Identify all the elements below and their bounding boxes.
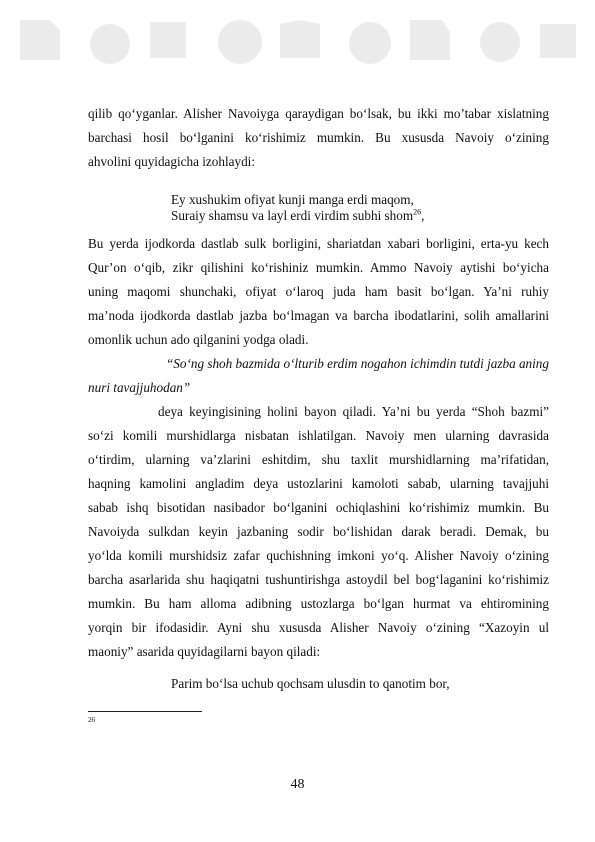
body-line: barchasi hosil bo‘lganini ko‘rishimiz mumkin. Bu xususda Navoiy o‘zining [88, 130, 549, 145]
body-line: yorqin bir ifodasidir. Ayni shu xususda Alisher Navoiy o‘zining “Xazoyin ul [88, 620, 549, 635]
verse-line: Parim bo‘lsa uchub qochsam ulusdin to qanotim bor, [171, 676, 450, 691]
page-number: 48 [290, 777, 305, 792]
body-line: yo‘lda komili murshidsiz zafar quchishning imkoni yo‘q. Alisher Navoiy o‘zining [88, 548, 549, 563]
body-line: ma’noda ijodkorda dastlab jazba bo‘lmagan va barcha ibodatlarini, solih amallarini [88, 308, 549, 323]
body-line: mumkin. Bu ham alloma adibning ustozlarga bo‘lgan hurmat va ehtiromining [88, 596, 549, 611]
body-line: Bu yerda ijodkorda dastlab sulk borligini, shariatdan xabari borligini, erta-yu kech [88, 236, 549, 251]
quote-line: nuri tavajjuhodan” [88, 380, 191, 395]
body-line: sabab ishq bisotidan nasibador bo‘lganini ochiqlashini ko‘rishimiz mumkin. Bu [88, 500, 549, 515]
body-line: Navoiyda sulkdan keyin jazbaning sodir bo‘lishidan darak beradi. Demak, bu [88, 524, 549, 539]
body-line: Qur’on o‘qib, zikr qilishini ko‘rishiniz mumkin. Ammo Navoiy aytishi bo‘yicha [88, 260, 549, 275]
body-line: ahvolini quyidagicha izohlaydi: [88, 154, 256, 169]
body-line: uning maqomi shunchaki, ofiyat o‘laroq juda ham basit bo‘lgan. Ya’ni ruhiy [88, 284, 549, 299]
quote-line: “So‘ng shoh bazmida o‘lturib erdim nogahon ichimdin tutdi jazba aning [165, 356, 549, 371]
verse-line: Ey xushukim ofiyat kunji manga erdi maqom, [171, 192, 414, 207]
body-line: omonlik uchun ado qilganini yodga oladi. [88, 332, 309, 347]
verse-line: Suraiy shamsu va layl erdi virdim subhi shom$^{26}$, [171, 207, 425, 223]
body-line: so‘zi komili murshidlarga nisbatan ishlatilgan. Navoiy men ularning davrasida [88, 428, 549, 443]
body-line: maoniy” asarida quyidagilarni bayon qiladi: [88, 644, 321, 659]
footnote-number: 26 [88, 716, 95, 724]
body-line: barcha asarlarida shu haqiqatni tushuntirishga astoydil bel bog‘laganini ko‘rishimiz [88, 572, 549, 587]
footnote-rule [88, 711, 202, 712]
watermark-logos [0, 6, 595, 74]
body-line: o‘tirdim, ularning va’zlarini eshitdim, shu taxlit murshidlarning ma’rifatidan, [88, 452, 549, 467]
body-line: haqning kamolini angladim deya ustozlarini kamoloti sabab, ularning tavajjuhi [88, 476, 549, 491]
body-line: qilib qo‘yganlar. Alisher Navoiyga qaraydigan bo‘lsak, bu ikki mo’tabar xislatning [88, 106, 549, 121]
footnote-ref[interactable]: 26 [413, 207, 422, 217]
body-line: deya keyingisining holini bayon qiladi. Ya’ni bu yerda “Shoh bazmi” [158, 404, 549, 419]
